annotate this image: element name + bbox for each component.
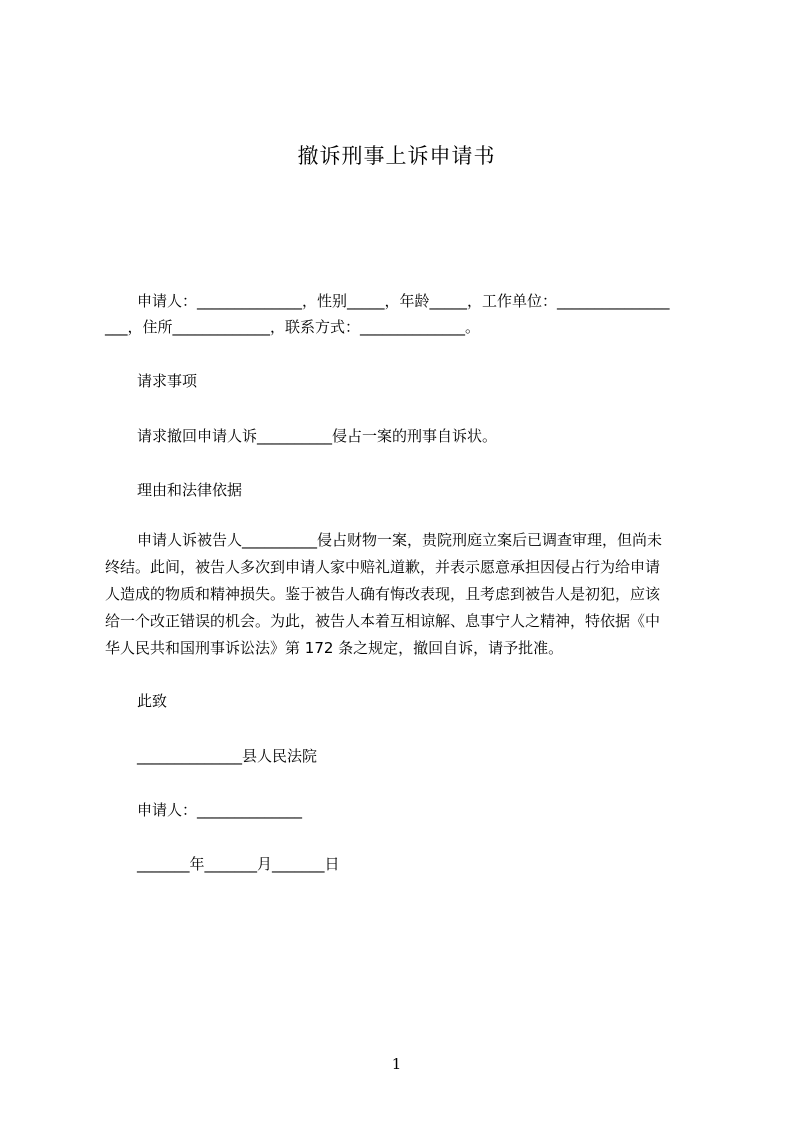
request-heading: 请求事项 — [137, 372, 198, 390]
reason-line-4: 给一个改正错误的机会。为此，被告人本着互相谅解、息事宁人之精神，特依据《中 — [105, 612, 661, 630]
applicant-info-line-1: 申请人：______________，性别_____，年龄_____，工作单位：_______________ — [137, 292, 670, 310]
page-number: 1 — [391, 1055, 402, 1073]
request-text: 请求撤回申请人诉__________侵占一案的刑事自诉状。 — [137, 427, 498, 445]
signature-line: 申请人：______________ — [137, 801, 303, 819]
applicant-info-line-2: ___，住所_____________，联系方式：______________。 — [105, 318, 481, 336]
reason-line-3: 人造成的物质和精神损失。鉴于被告人确有悔改表现，且考虑到被告人是初犯，应该 — [105, 585, 661, 603]
salutation: 此致 — [137, 692, 168, 710]
reason-line-1: 申请人诉被告人__________侵占财物一案，贵院刑庭立案后已调查审理，但尚未 — [137, 531, 663, 549]
date-line: _______年_______月_______日 — [137, 855, 340, 873]
reason-heading: 理由和法律依据 — [137, 481, 243, 499]
reason-line-2: 终结。此间，被告人多次到申请人家中赔礼道歉，并表示愿意承担因侵占行为给申请 — [105, 558, 661, 576]
reason-line-5: 华人民共和国刑事诉讼法》第 172 条之规定，撤回自诉，请予批准。 — [105, 639, 564, 657]
document-title: 撤诉刑事上诉申请书 — [297, 144, 496, 168]
court-name-line: ______________县人民法院 — [137, 747, 318, 765]
